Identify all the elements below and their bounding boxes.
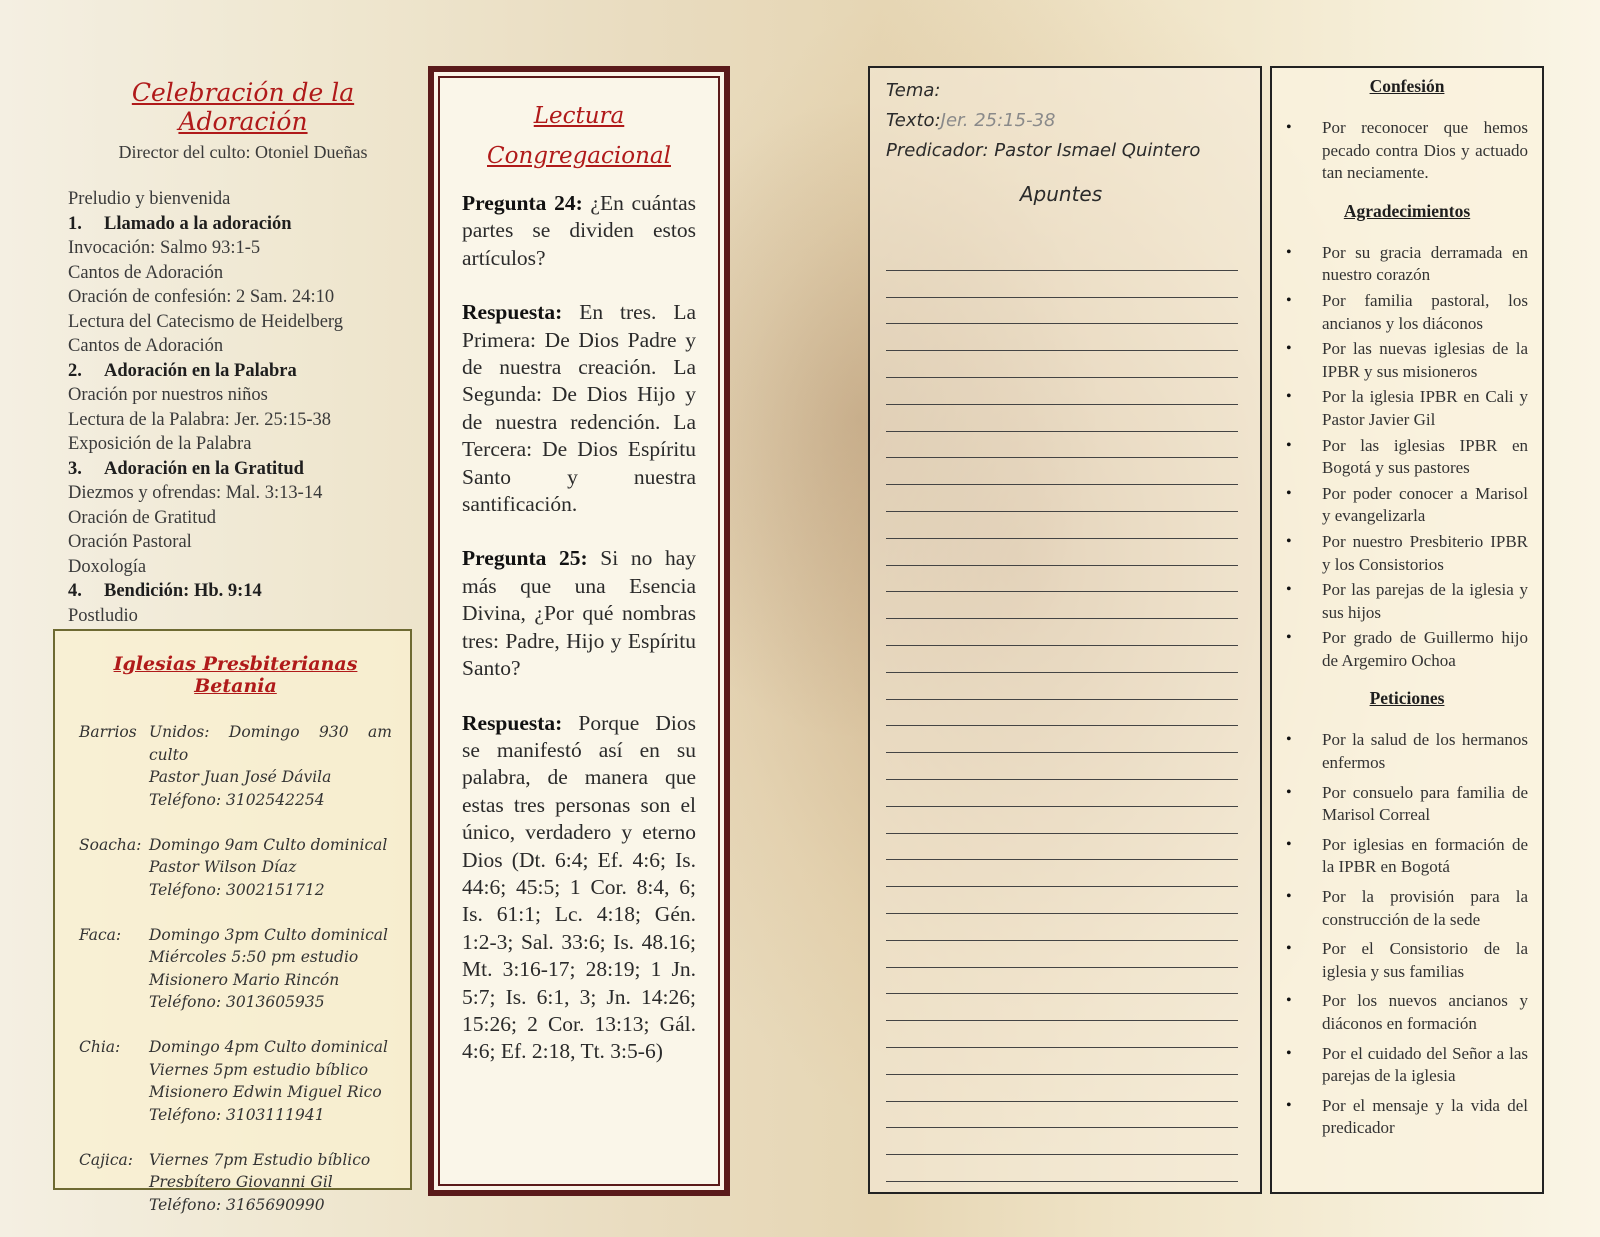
note-line: [886, 887, 1238, 914]
church-detail: Misionero Mario Rincón: [149, 970, 340, 989]
service-item: Oración de Gratitud: [68, 507, 216, 528]
section-title: Adoración en la Gratitud: [104, 458, 304, 479]
note-line: [886, 1021, 1238, 1048]
bullet-icon: •: [1286, 888, 1292, 906]
bullet-icon: •: [1286, 581, 1292, 599]
bullet-icon: •: [1286, 940, 1292, 958]
note-line: [886, 834, 1238, 861]
catechism-text: En tres. La Primera: De Dios Padre y de nuestra creación. La Segunda: De Dios Hijo y de nuestra redención. La Tercera: De Dios Espíritu Santo y nuestra santificación.: [462, 300, 696, 517]
church-detail: Pastor Wilson Díaz: [149, 858, 297, 876]
note-line: [886, 324, 1238, 351]
church-detail: Miércoles 5:50 pm estudio: [149, 948, 359, 966]
church-first-row: [79, 1149, 392, 1172]
catechism-text: Porque Dios se manifestó así en su palabra, de manera que estas tres personas son el único, verdadero y eterno Dios (Dt. 6:4; Ef. 4:6; Is. 44:6; 45:5; 1 Cor. 8:4, 6; Is. 61:1; Lc. 4:18; Gén. 1:2-3; Sal. 33:6; Is. 48.16; Mt. 3:16-17; 28:19; 1 Jn. 5:7; Is. 6:1, 3; Jn. 14:26; 15:26; 2 Cor. 13:13; Gál. 4:6; Ef. 2:18, Tt. 3:5-6): [462, 710, 696, 1064]
section-number: 1.: [68, 213, 82, 234]
church-detail: Teléfono: 3165690990: [149, 1195, 325, 1214]
note-line: [886, 1155, 1238, 1182]
section-title: Adoración en la Palabra: [104, 360, 297, 381]
catechism-panel: [428, 66, 730, 1196]
catechism-text: ¿En cuántas partes se dividen estos artículos?: [462, 191, 696, 270]
note-line: [886, 753, 1238, 780]
section-number: 3.: [68, 458, 82, 479]
church-entry: [79, 834, 392, 902]
texto-row: [886, 106, 1260, 136]
texto-value: Jer. 25:15-38: [940, 110, 1056, 131]
church-first-row: [79, 1036, 392, 1059]
catechism-body: [462, 190, 696, 1066]
service-section-heading: [68, 579, 408, 604]
service-item: Oración Pastoral: [68, 532, 192, 552]
prayer-item: [1286, 834, 1528, 879]
bullet-icon: •: [1286, 119, 1292, 136]
predicador-text: Predicador: Pastor Ismael Quintero: [886, 140, 1201, 161]
tema-label: Tema:: [886, 80, 941, 101]
prayer-item: [1286, 483, 1528, 528]
prayer-item: [1286, 938, 1528, 983]
service-item: Exposición de la Palabra: [68, 434, 252, 454]
agradecimientos-title: Agradecimientos: [1343, 200, 1471, 221]
bullet-icon: •: [1286, 992, 1292, 1010]
note-line: [886, 458, 1238, 485]
catechism-label: Respuesta:: [462, 300, 563, 325]
texto-label: Texto:: [886, 110, 941, 131]
prayer-text: Por grado de Guillermo hijo de Argemiro Ochoa: [1322, 628, 1528, 670]
service-item: Preludio y bienvenida: [68, 189, 231, 209]
note-line: [886, 405, 1238, 432]
bullet-icon: •: [1286, 783, 1292, 801]
catechism-label: Pregunta 24:: [462, 191, 583, 215]
prayer-item: [1286, 782, 1528, 827]
note-line: [886, 673, 1238, 700]
predicador-row: [886, 136, 1260, 166]
service-item: Cantos de Adoración: [68, 336, 224, 356]
section-title: Bendición: Hb. 9:14: [104, 581, 262, 601]
prayer-item: [1286, 338, 1528, 383]
church-schedule: Domingo 3pm Culto dominical: [149, 925, 389, 944]
church-schedule: Viernes 7pm Estudio bíblico: [149, 1150, 371, 1169]
confesion-list: [1286, 117, 1528, 185]
church-name: Soacha:: [79, 835, 142, 854]
church-first-row: [79, 834, 392, 857]
prayer-item: [1286, 1043, 1528, 1088]
note-line: [886, 592, 1238, 619]
note-lines: [886, 244, 1238, 1182]
prayer-item: [1286, 579, 1528, 624]
bullet-icon: •: [1286, 388, 1292, 406]
note-line: [886, 700, 1238, 727]
prayer-text: Por poder conocer a Marisol y evangelizarla: [1322, 483, 1528, 526]
service-item: Cantos de Adoración: [68, 262, 224, 283]
service-item: Invocación: Salmo 93:1-5: [68, 238, 261, 258]
prayer-item: [1286, 290, 1528, 335]
church-detail: Teléfono: 3013605935: [149, 993, 325, 1011]
note-line: [886, 914, 1238, 941]
note-line: [886, 780, 1238, 807]
prayer-text: Por el Consistorio de la iglesia y sus familias: [1322, 939, 1528, 981]
prayer-text: Por la iglesia IPBR en Cali y Pastor Javier Gil: [1322, 387, 1528, 429]
church-detail: Pastor Juan José Dávila: [149, 768, 332, 786]
prayer-text: Por reconocer que hemos pecado contra Dios y actuado tan neciamente.: [1322, 118, 1528, 183]
peticiones-list: [1286, 729, 1528, 1140]
prayer-requests-panel: [1270, 66, 1544, 1194]
note-line: [886, 1075, 1238, 1102]
bullet-icon: •: [1286, 484, 1292, 502]
note-line: [886, 432, 1238, 459]
note-line: [886, 1048, 1238, 1075]
note-line: [886, 566, 1238, 593]
prayer-text: Por las parejas de la iglesia y sus hijos: [1322, 580, 1528, 622]
order-of-service: [68, 78, 408, 628]
church-schedule: Unidos: Domingo 930 am culto: [149, 723, 392, 764]
church-entry: [79, 1036, 392, 1126]
note-line: [886, 1128, 1238, 1155]
bullet-icon: •: [1286, 835, 1292, 853]
church-schedule: Domingo 9am Culto dominical: [149, 835, 388, 854]
service-section-heading: [68, 212, 408, 237]
catechism-paragraph: [462, 710, 696, 1066]
prayer-text: Por consuelo para familia de Marisol Correal: [1322, 782, 1528, 825]
agradecimientos-list: [1286, 242, 1528, 673]
note-line: [886, 1102, 1238, 1129]
bullet-icon: •: [1286, 1096, 1292, 1114]
service-item: Oración por nuestros niños: [68, 385, 268, 405]
prayer-text: Por el cuidado del Señor a las parejas de la iglesia: [1322, 1043, 1528, 1086]
church-name: Faca:: [79, 925, 122, 944]
church-detail: Misionero Edwin Miguel Rico: [149, 1083, 382, 1101]
tema-row: [886, 76, 1260, 106]
section-title: Llamado a la adoración: [104, 213, 292, 234]
note-line: [886, 271, 1238, 298]
prayer-text: Por el mensaje y la vida del predicador: [1322, 1095, 1528, 1138]
catechism-paragraph: [462, 545, 696, 682]
service-item: Lectura del Catecismo de Heidelberg: [68, 311, 343, 332]
note-line: [886, 941, 1238, 968]
church-name: Chia:: [79, 1038, 121, 1056]
church-name: Cajica:: [79, 1150, 134, 1169]
prayer-item: [1286, 627, 1528, 672]
service-item: Diezmos y ofrendas: Mal. 3:13-14: [68, 483, 323, 503]
note-line: [886, 351, 1238, 378]
prayer-text: Por familia pastoral, los ancianos y los diáconos: [1322, 290, 1528, 333]
apuntes-heading: Apuntes: [1019, 182, 1103, 206]
church-first-row: [79, 721, 392, 766]
church-entry: [79, 721, 392, 811]
prayer-item: [1286, 886, 1528, 931]
church-detail: Presbítero Giovanni Gil: [149, 1173, 333, 1191]
note-line: [886, 994, 1238, 1021]
church-first-row: [79, 924, 392, 947]
church-detail: Teléfono: 3103111941: [149, 1105, 325, 1124]
church-detail: Teléfono: 3102542254: [149, 790, 325, 809]
note-line: [886, 619, 1238, 646]
prayer-item: [1286, 242, 1528, 287]
bullet-icon: •: [1286, 243, 1292, 261]
note-line: [886, 485, 1238, 512]
church-list: [79, 721, 392, 1216]
churches-box: [53, 629, 412, 1214]
catechism-label: Pregunta 25:: [462, 546, 588, 571]
note-line: [886, 726, 1238, 753]
service-director: Director del culto: Otoniel Dueñas: [118, 142, 368, 162]
catechism-text: Si no hay más que una Esencia Divina, ¿Por qué nombras tres: Padre, Hijo y Espíritu Santo?: [462, 546, 696, 681]
note-line: [886, 539, 1238, 566]
church-schedule: Domingo 4pm Culto dominical: [149, 1038, 389, 1056]
prayer-text: Por las nuevas iglesias de la IPBR y sus misioneros: [1322, 339, 1528, 381]
church-detail: Viernes 5pm estudio bíblico: [149, 1060, 369, 1079]
prayer-text: Por las iglesias IPBR en Bogotá y sus pastores: [1322, 435, 1528, 478]
prayer-item: [1286, 1095, 1528, 1140]
service-item: Postludio: [68, 605, 138, 626]
service-item: Oración de confesión: 2 Sam. 24:10: [68, 287, 335, 307]
service-items: [68, 187, 408, 628]
prayer-item: [1286, 117, 1528, 185]
note-line: [886, 512, 1238, 539]
prayer-item: [1286, 386, 1528, 431]
section-number: 4.: [68, 581, 82, 601]
confesion-title: Confesión: [1369, 76, 1445, 96]
sermon-notes-panel: [868, 66, 1262, 1194]
bullet-icon: •: [1286, 436, 1292, 454]
bullet-icon: •: [1286, 731, 1292, 749]
bullet-icon: •: [1286, 532, 1292, 550]
bullet-icon: •: [1286, 340, 1292, 358]
note-line: [886, 807, 1238, 834]
church-entry: [79, 924, 392, 1014]
prayer-text: Por los nuevos ancianos y diáconos en formación: [1322, 991, 1528, 1033]
catechism-paragraph: [462, 299, 696, 518]
prayer-item: [1286, 990, 1528, 1035]
catechism-title-line2: Congregacional: [487, 143, 671, 169]
catechism-paragraph: [462, 190, 696, 272]
prayer-text: Por iglesias en formación de la IPBR en Bogotá: [1322, 834, 1528, 877]
service-title: Celebración de la Adoración: [131, 78, 355, 136]
service-section-heading: [68, 359, 408, 384]
peticiones-title: Peticiones: [1369, 688, 1445, 709]
note-line: [886, 646, 1238, 673]
prayer-text: Por la salud de los hermanos enfermos: [1322, 730, 1528, 773]
church-name: Barrios: [79, 723, 137, 741]
note-line: [886, 860, 1238, 887]
bullet-icon: •: [1286, 1044, 1292, 1062]
service-item: Doxología: [68, 556, 147, 577]
note-line: [886, 968, 1238, 995]
church-entry: [79, 1149, 392, 1217]
church-detail: Teléfono: 3002151712: [149, 880, 325, 899]
catechism-title-line1: Lectura: [533, 103, 625, 129]
catechism-label: Respuesta:: [462, 710, 563, 735]
prayer-item: [1286, 729, 1528, 774]
note-line: [886, 298, 1238, 325]
bullet-icon: •: [1286, 629, 1292, 647]
service-section-heading: [68, 457, 408, 482]
prayer-text: Por su gracia derramada en nuestro corazón: [1322, 242, 1528, 285]
prayer-text: Por la provisión para la construcción de la sede: [1322, 887, 1528, 929]
catechism-inner-frame: [438, 76, 720, 1186]
catechism-title: [462, 96, 696, 176]
service-item: Lectura de la Palabra: Jer. 25:15-38: [68, 409, 332, 430]
prayer-item: [1286, 435, 1528, 480]
prayer-text: Por nuestro Presbiterio IPBR y los Consistorios: [1322, 531, 1528, 574]
prayer-item: [1286, 531, 1528, 576]
bullet-icon: •: [1286, 291, 1292, 309]
note-line: [886, 378, 1238, 405]
note-line: [886, 244, 1238, 271]
section-number: 2.: [68, 360, 82, 381]
churches-title: Iglesias Presbiterianas Betania: [113, 653, 358, 697]
